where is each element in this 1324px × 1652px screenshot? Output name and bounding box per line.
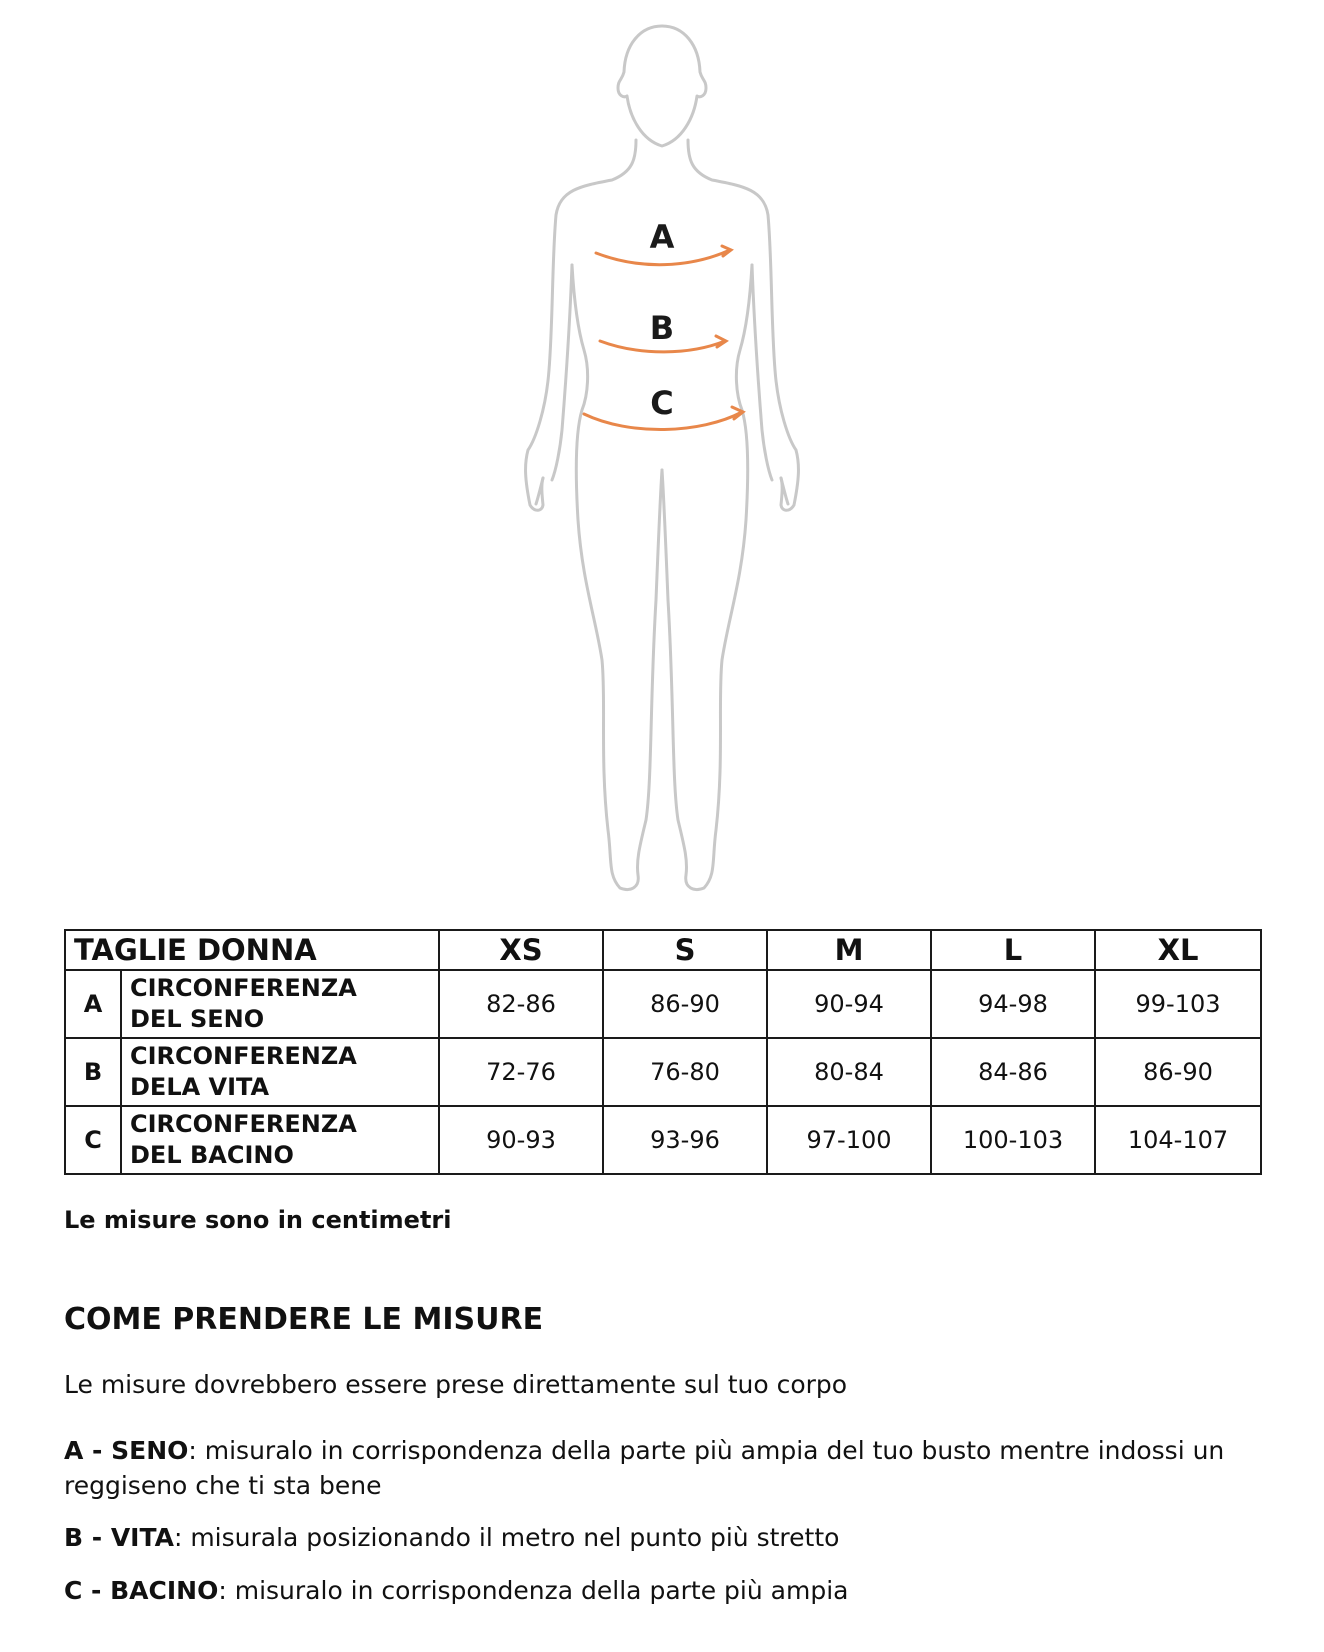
marker-label-c: C	[650, 384, 674, 422]
row-letter: C	[65, 1106, 121, 1174]
size-header-l: L	[931, 930, 1095, 970]
table-header-row	[65, 930, 1261, 970]
table-cell: 93-96	[603, 1106, 767, 1174]
table-cell: 80-84	[767, 1038, 931, 1106]
table-cell: 82-86	[439, 970, 603, 1038]
row-letter: B	[65, 1038, 121, 1106]
row-description	[121, 1106, 439, 1174]
row-description	[121, 970, 439, 1038]
row-letter: A	[65, 970, 121, 1038]
marker-label-b: B	[649, 309, 675, 347]
row-description-line2: DEL BACINO	[130, 1141, 294, 1169]
instruction-text: : misurala posizionando il metro nel punto più stretto	[173, 1523, 840, 1552]
row-description	[121, 1038, 439, 1106]
size-header-xs: XS	[439, 930, 603, 970]
table-cell: 100-103	[931, 1106, 1095, 1174]
instruction-key: B - VITA	[64, 1523, 174, 1552]
section-title: COME PRENDERE LE MISURE	[64, 1302, 544, 1337]
row-description-line2: DELA VITA	[130, 1073, 270, 1101]
table-cell: 86-90	[1095, 1038, 1261, 1106]
row-description-line1: CIRCONFERENZA	[130, 1042, 357, 1070]
table-cell: 97-100	[767, 1106, 931, 1174]
table-cell: 94-98	[931, 970, 1095, 1038]
size-header-m: M	[767, 930, 931, 970]
size-header-s: S	[603, 930, 767, 970]
instruction-seno	[64, 1433, 1264, 1503]
units-note: Le misure sono in centimetri	[64, 1206, 452, 1234]
instruction-key: A - SENO	[64, 1436, 189, 1465]
instruction-key: C - BACINO	[64, 1576, 219, 1605]
table-cell: 90-94	[767, 970, 931, 1038]
table-cell: 86-90	[603, 970, 767, 1038]
instruction-vita	[64, 1520, 1264, 1555]
table-cell: 76-80	[603, 1038, 767, 1106]
instruction-bacino	[64, 1573, 1264, 1608]
table-cell: 84-86	[931, 1038, 1095, 1106]
row-description-line1: CIRCONFERENZA	[130, 1110, 357, 1138]
instruction-text: : misuralo in corrispondenza della parte più ampia	[218, 1576, 849, 1605]
instruction-text: : misuralo in corrispondenza della parte più ampia del tuo busto mentre indossi un reggiseno che ti sta bene	[64, 1436, 1225, 1500]
table-title: TAGLIE DONNA	[65, 930, 439, 970]
size-chart-table	[64, 929, 1262, 1175]
table-row	[65, 970, 1261, 1038]
table-cell: 90-93	[439, 1106, 603, 1174]
table-row	[65, 1106, 1261, 1174]
marker-label-a: A	[649, 218, 675, 256]
row-description-line1: CIRCONFERENZA	[130, 974, 357, 1002]
row-description-line2: DEL SENO	[130, 1005, 265, 1033]
table-cell: 72-76	[439, 1038, 603, 1106]
size-header-xl: XL	[1095, 930, 1261, 970]
table-cell: 104-107	[1095, 1106, 1261, 1174]
table-row	[65, 1038, 1261, 1106]
intro-text: Le misure dovrebbero essere prese direttamente sul tuo corpo	[64, 1370, 848, 1399]
table-cell: 99-103	[1095, 970, 1261, 1038]
